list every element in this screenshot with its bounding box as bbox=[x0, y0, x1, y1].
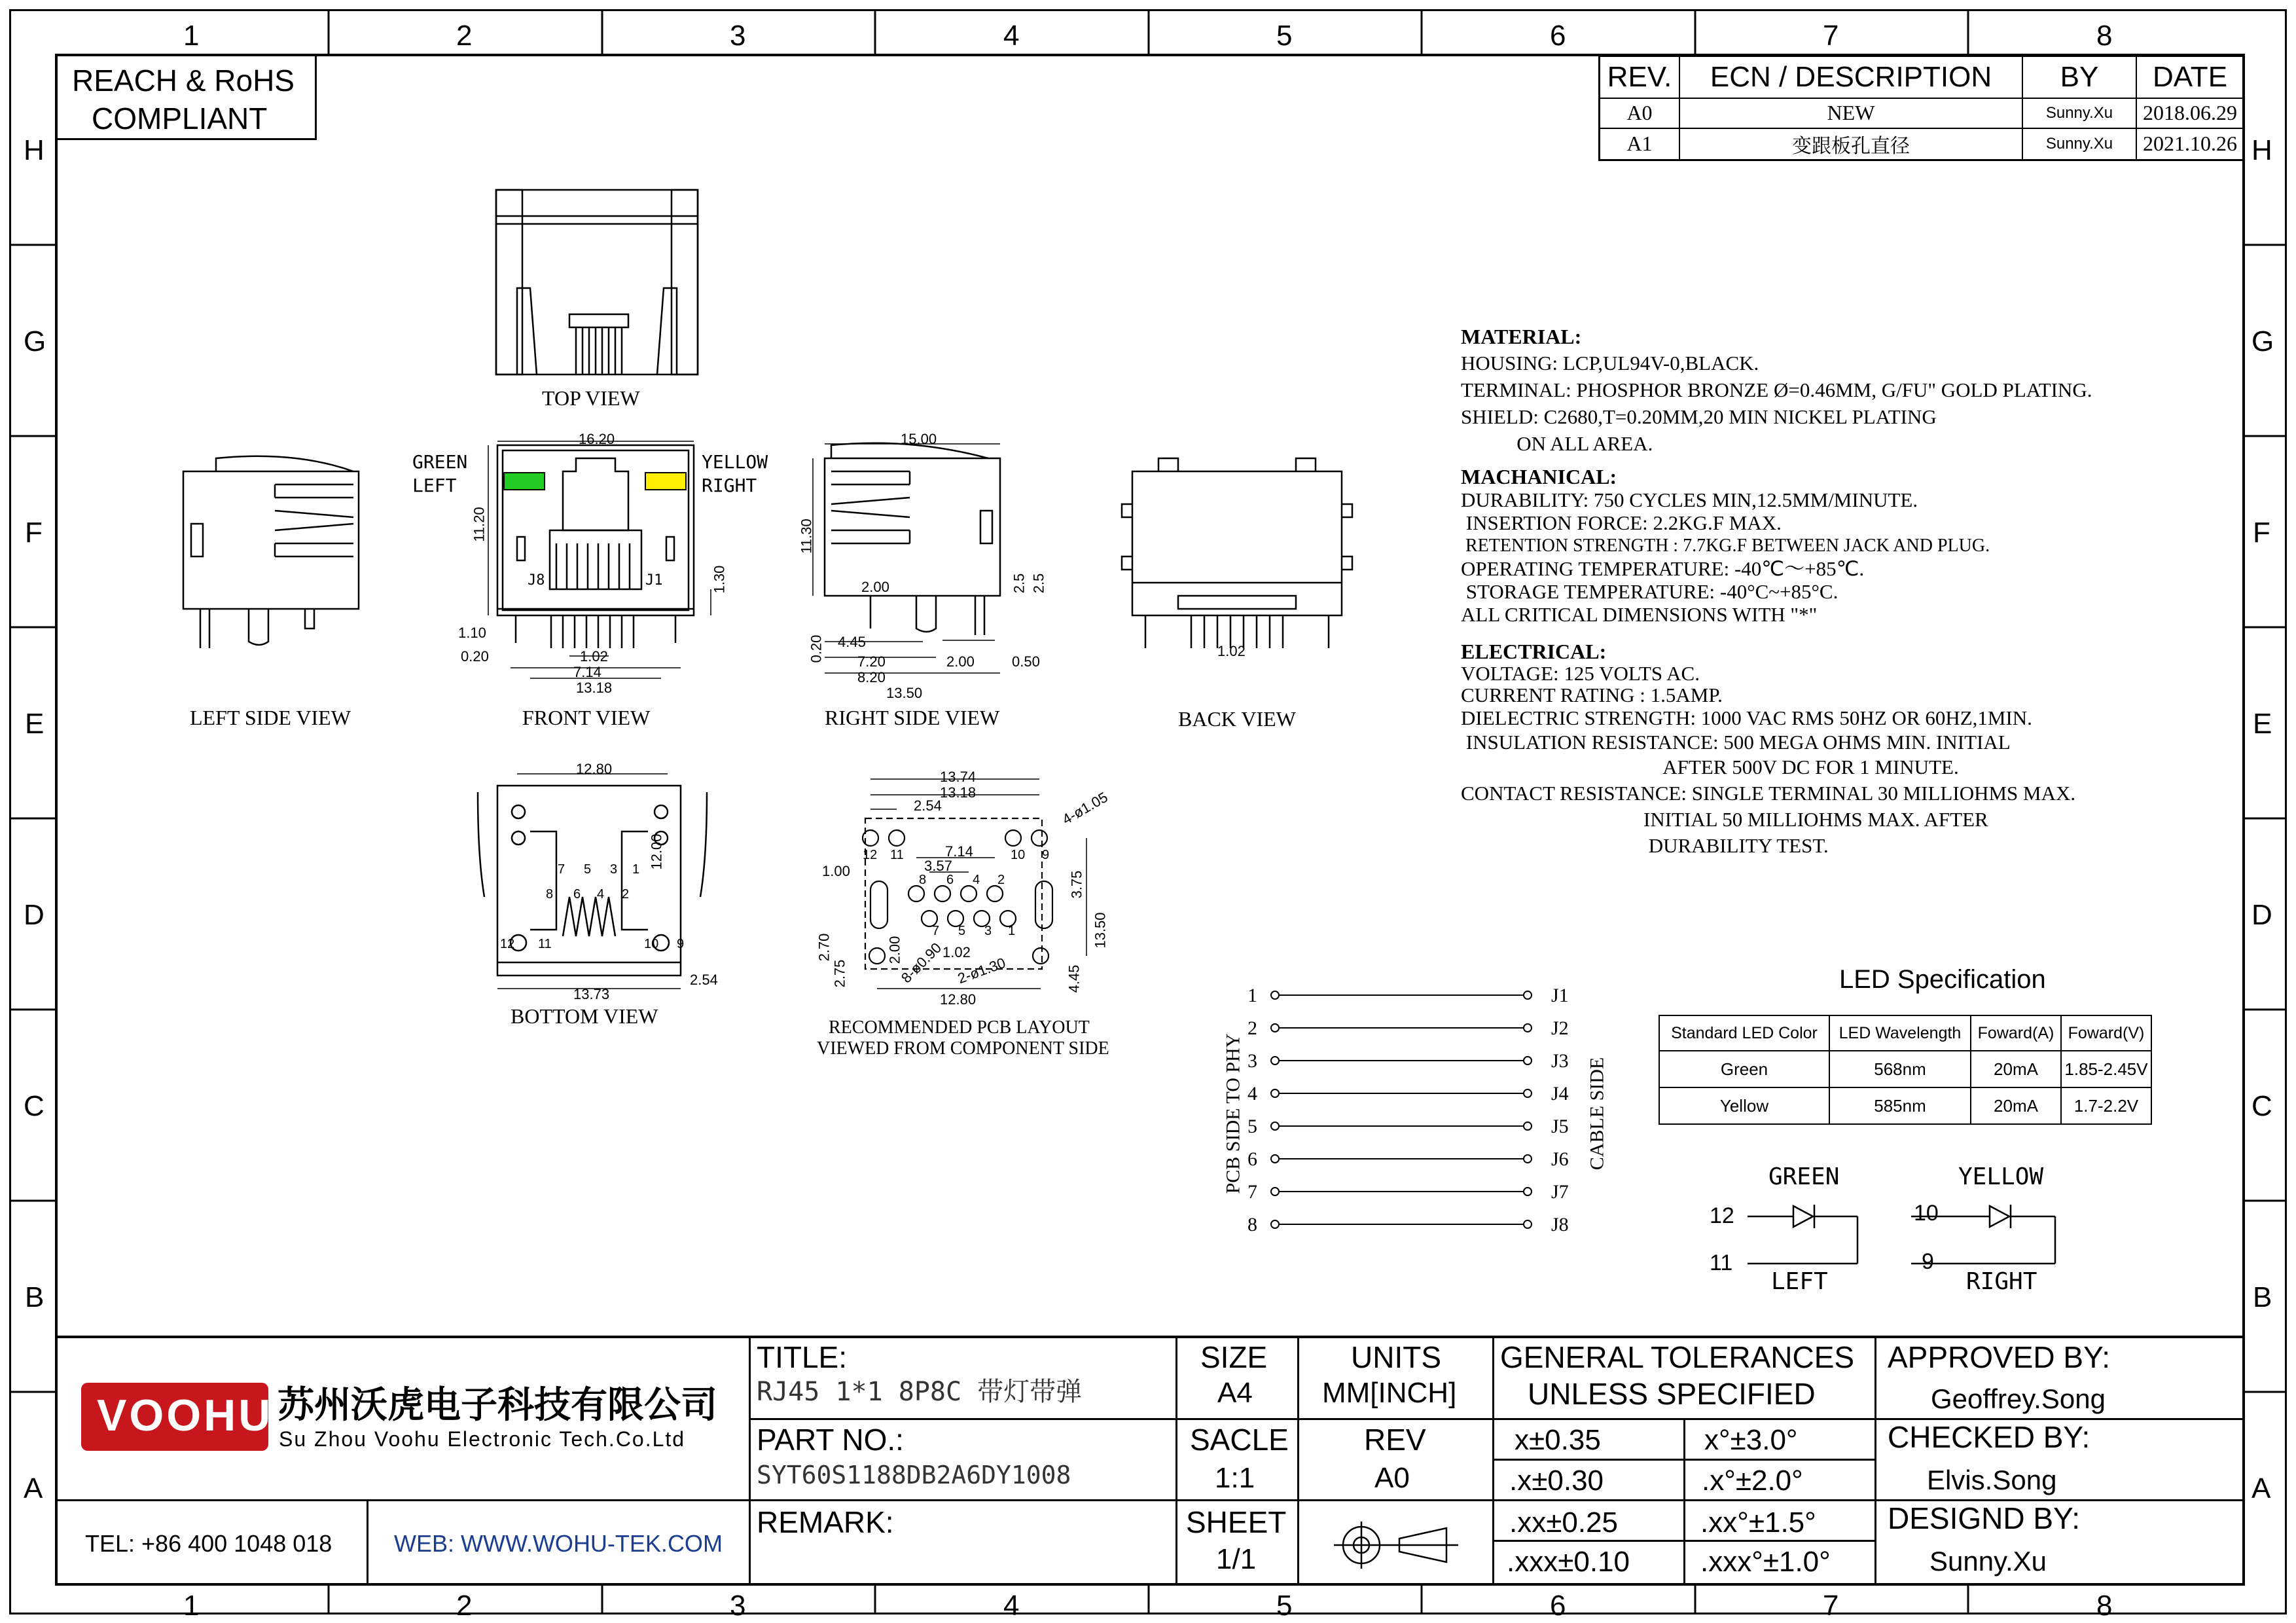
zone-row: F bbox=[2253, 517, 2270, 549]
pcb-pin: 7 bbox=[932, 924, 940, 938]
led-cell: 568nm bbox=[1829, 1051, 1971, 1087]
spec-line: HOUSING: LCP,UL94V-0,BLACK. bbox=[1461, 352, 1759, 374]
pcb-dim-m: 1.02 bbox=[942, 944, 971, 960]
bottom-pin: 11 bbox=[538, 937, 552, 951]
by-cell: Sunny.Xu bbox=[2022, 98, 2136, 128]
top-view-drawing bbox=[484, 183, 707, 386]
divider bbox=[749, 1337, 751, 1584]
jack-label: J7 bbox=[1551, 1181, 1569, 1203]
spec-line: TERMINAL: PHOSPHOR BRONZE Ø=0.46MM, G/FU" GOLD PLATING. bbox=[1461, 378, 2092, 401]
left-side-view-label: LEFT SIDE VIEW bbox=[190, 706, 351, 729]
pcb-pin: 4 bbox=[973, 873, 980, 887]
pcb-dim-d: 7.14 bbox=[945, 843, 973, 860]
zone-row: H bbox=[24, 134, 45, 166]
date-cell: 2021.10.26 bbox=[2136, 128, 2244, 160]
pcb-pin: 3 bbox=[984, 924, 992, 938]
front-dim-w: 16.20 bbox=[579, 431, 615, 447]
spec-line: DURABILITY TEST. bbox=[1461, 834, 1829, 857]
specifications bbox=[1461, 323, 2092, 859]
pcb-dim-l: 8-ø0.90 bbox=[897, 939, 945, 987]
zone-row: D bbox=[2251, 899, 2272, 931]
pcb-dim-o: 12.80 bbox=[940, 991, 977, 1008]
pcb-label-line1: RECOMMENDED PCB LAYOUT bbox=[829, 1017, 1090, 1038]
pcb-dim-p: 4.45 bbox=[1066, 964, 1083, 993]
right-side-view-label: RIGHT SIDE VIEW bbox=[825, 706, 1000, 729]
bottom-pin: 5 bbox=[584, 862, 592, 877]
spec-line: INITIAL 50 MILLIOHMS MAX. AFTER bbox=[1461, 808, 1988, 831]
right-dim-h: 11.30 bbox=[798, 519, 815, 554]
front-dim-d5: 13.18 bbox=[576, 680, 613, 696]
divider bbox=[367, 1499, 368, 1584]
pcb-dim-g: 3.75 bbox=[1068, 870, 1085, 899]
led-diode-schematics bbox=[1728, 1192, 2094, 1277]
zone-col: 3 bbox=[730, 1590, 746, 1622]
j1-label: J1 bbox=[645, 572, 663, 589]
pcb-dim-c: 2.54 bbox=[914, 797, 942, 814]
company-logo-text: VOOHU bbox=[97, 1391, 274, 1440]
zone-row: A bbox=[2251, 1472, 2271, 1504]
company-name-cn: 苏州沃虎电子科技有限公司 bbox=[278, 1384, 717, 1425]
zone-col: 5 bbox=[1276, 1590, 1293, 1622]
pin-number: 1 bbox=[1247, 985, 1257, 1006]
pcb-dim-h: 13.50 bbox=[1092, 912, 1109, 949]
left-side-view-drawing bbox=[177, 445, 373, 655]
pcb-pin: 6 bbox=[946, 873, 954, 887]
desc-cell: NEW bbox=[1679, 98, 2022, 128]
title-label: TITLE: bbox=[757, 1340, 848, 1374]
by-header: BY bbox=[2022, 56, 2136, 98]
bottom-pin: 10 bbox=[644, 937, 659, 951]
rev-value: A0 bbox=[1374, 1462, 1410, 1494]
led-cell: 1.7-2.2V bbox=[2061, 1087, 2151, 1124]
zone-col: 2 bbox=[456, 20, 473, 52]
divider bbox=[1492, 1540, 1874, 1542]
pcb-dim-e: 3.57 bbox=[924, 858, 952, 874]
part-label: PART NO.: bbox=[757, 1423, 904, 1457]
front-dim-d2: 0.20 bbox=[461, 648, 489, 665]
pcb-dim-n: 2-ø1.30 bbox=[955, 954, 1008, 987]
web: WEB: WWW.WOHU-TEK.COM bbox=[394, 1530, 723, 1557]
desc-header: ECN / DESCRIPTION bbox=[1679, 56, 2022, 98]
front-view-label: FRONT VIEW bbox=[522, 706, 651, 729]
spec-line: DIELECTRIC STRENGTH: 1000 VAC RMS 50HZ OR 60HZ,1MIN. bbox=[1461, 706, 2032, 729]
date-cell: 2018.06.29 bbox=[2136, 98, 2244, 128]
pin-number: 7 bbox=[1247, 1181, 1257, 1203]
jack-label: J5 bbox=[1551, 1116, 1569, 1137]
yellow-pin-a: 10 bbox=[1914, 1201, 1939, 1226]
pcb-pin: 2 bbox=[997, 873, 1005, 887]
spec-line: RETENTION STRENGTH : 7.7KG.F BETWEEN JACK AND PLUG. bbox=[1461, 536, 1990, 556]
zone-col: 6 bbox=[1550, 20, 1566, 52]
by-cell: Sunny.Xu bbox=[2022, 128, 2136, 160]
spec-heading: ELECTRICAL: bbox=[1461, 640, 1607, 663]
bottom-pin: 3 bbox=[610, 862, 618, 877]
tolerance-value: .xx±0.25 bbox=[1509, 1506, 1619, 1539]
remark-label: REMARK: bbox=[757, 1505, 894, 1539]
compliance-line1: REACH & RoHS bbox=[72, 64, 295, 98]
pcb-dim-i: 2.00 bbox=[886, 936, 903, 964]
zone-row: C bbox=[24, 1090, 45, 1122]
sheet-value: 1/1 bbox=[1216, 1543, 1257, 1575]
scale-value: 1:1 bbox=[1215, 1462, 1255, 1494]
pcb-dim-a: 13.74 bbox=[940, 769, 977, 785]
led-header: Standard LED Color bbox=[1659, 1015, 1829, 1051]
spec-line: STORAGE TEMPERATURE: -40°C~+85°C. bbox=[1461, 580, 1839, 603]
bottom-pin: 8 bbox=[546, 887, 554, 902]
tolerance-title-1: GENERAL TOLERANCES bbox=[1500, 1340, 1855, 1374]
part-value: SYT60S1188DB2A6DY1008 bbox=[757, 1461, 1071, 1489]
pcb-pin: 9 bbox=[1042, 848, 1050, 862]
spec-line: CURRENT RATING : 1.5AMP. bbox=[1461, 684, 1723, 706]
rev-header: REV. bbox=[1600, 56, 1680, 98]
led-cell: 585nm bbox=[1829, 1087, 1971, 1124]
pcb-pin: 5 bbox=[958, 924, 966, 938]
pcb-pin: 8 bbox=[919, 873, 927, 887]
zone-col: 6 bbox=[1550, 1590, 1566, 1622]
bottom-pin: 2 bbox=[622, 887, 630, 902]
bottom-pin: 1 bbox=[632, 862, 640, 877]
pin-number: 5 bbox=[1247, 1116, 1257, 1137]
tolerance-value: .xx°±1.5° bbox=[1700, 1506, 1816, 1539]
spec-line: AFTER 500V DC FOR 1 MINUTE. bbox=[1461, 756, 1959, 778]
zone-col: 1 bbox=[183, 20, 200, 52]
pcb-dim-j: 2.70 bbox=[816, 933, 833, 962]
right-dim-d5: 2.00 bbox=[946, 653, 975, 670]
divider bbox=[1874, 1337, 1876, 1584]
led-cell: 20mA bbox=[1971, 1087, 2061, 1124]
yellow-pin-k: 9 bbox=[1922, 1249, 1934, 1274]
zone-row: G bbox=[24, 325, 46, 357]
right-dim-d1: 2.00 bbox=[861, 579, 889, 595]
front-dim-h: 11.20 bbox=[471, 507, 488, 542]
bottom-pin: 9 bbox=[677, 937, 685, 951]
bottom-dim-w2: 13.73 bbox=[573, 986, 610, 1002]
tolerance-value: x°±3.0° bbox=[1704, 1424, 1798, 1456]
desc-cell: 变跟板孔直径 bbox=[1679, 128, 2022, 160]
led-cell: 1.85-2.45V bbox=[2061, 1051, 2151, 1087]
zone-row: B bbox=[2253, 1281, 2272, 1313]
pcb-pin: 10 bbox=[1011, 848, 1026, 862]
zone-row: C bbox=[2251, 1090, 2272, 1122]
spec-line: DURABILITY: 750 CYCLES MIN,12.5MM/MINUTE. bbox=[1461, 488, 1918, 511]
right-dim-w: 15.00 bbox=[901, 431, 937, 447]
pin-number: 6 bbox=[1247, 1148, 1257, 1170]
spec-line: ON ALL AREA. bbox=[1461, 432, 1653, 455]
right-dim-d8: 0.20 bbox=[808, 634, 825, 663]
right-dim-d3: 7.20 bbox=[857, 653, 886, 670]
led-spec-table bbox=[1659, 1015, 2152, 1125]
back-view-label: BACK VIEW bbox=[1178, 707, 1296, 731]
green-side-label: LEFT bbox=[1771, 1268, 1828, 1295]
projection-symbol-icon bbox=[1322, 1519, 1466, 1571]
left-label: LEFT bbox=[412, 475, 457, 496]
led-header: Foward(V) bbox=[2061, 1015, 2151, 1051]
tolerance-value: x±0.35 bbox=[1515, 1424, 1601, 1456]
bottom-dim-w: 12.80 bbox=[576, 761, 613, 777]
front-dim-h2: 1.30 bbox=[711, 565, 728, 594]
size-label: SIZE bbox=[1200, 1340, 1268, 1374]
pcb-dim-hole: 4-ø1.05 bbox=[1059, 788, 1111, 828]
jack-label: J1 bbox=[1551, 985, 1569, 1006]
zone-col: 8 bbox=[2096, 20, 2113, 52]
pcb-dim-k: 2.75 bbox=[831, 959, 848, 988]
zone-row: G bbox=[2251, 325, 2274, 357]
right-dim-d4: 8.20 bbox=[857, 669, 886, 685]
jack-label: J8 bbox=[1551, 1214, 1569, 1235]
divider bbox=[56, 1499, 749, 1501]
zone-row: F bbox=[25, 517, 43, 549]
designed-value: Sunny.Xu bbox=[1929, 1546, 2047, 1577]
spec-heading: MATERIAL: bbox=[1461, 325, 1582, 348]
front-dim-d4: 7.14 bbox=[573, 664, 601, 680]
pin-number: 2 bbox=[1247, 1017, 1257, 1039]
zone-col: 4 bbox=[1003, 20, 1020, 52]
green-led bbox=[504, 473, 545, 490]
divider bbox=[1492, 1459, 1874, 1461]
yellow-led bbox=[645, 473, 686, 490]
tolerance-value: .xxx±0.10 bbox=[1507, 1546, 1630, 1578]
cable-side-label: CABLE SIDE bbox=[1586, 1057, 1608, 1171]
yellow-diode-name: YELLOW bbox=[1958, 1163, 2044, 1190]
tolerance-value: .xxx°±1.0° bbox=[1700, 1546, 1831, 1578]
led-spec-title: LED Specification bbox=[1839, 965, 2046, 994]
divider bbox=[1175, 1337, 1177, 1584]
scale-label: SACLE bbox=[1190, 1423, 1289, 1457]
approved-value: Geoffrey.Song bbox=[1931, 1383, 2106, 1414]
divider bbox=[1683, 1418, 1685, 1584]
revision-table bbox=[1598, 55, 2245, 161]
bottom-pin: 12 bbox=[500, 937, 515, 951]
units-label: UNITS bbox=[1351, 1340, 1441, 1374]
tolerance-title-2: UNLESS SPECIFIED bbox=[1528, 1377, 1816, 1411]
pcb-pin: 11 bbox=[890, 848, 904, 862]
zone-col: 4 bbox=[1003, 1590, 1020, 1622]
bottom-dim-d1: 2.54 bbox=[690, 972, 718, 988]
rev-cell: A0 bbox=[1600, 98, 1680, 128]
pcb-side-label: PCB SIDE TO PHY bbox=[1222, 1033, 1244, 1194]
led-cell: Green bbox=[1659, 1051, 1829, 1087]
right-label: RIGHT bbox=[702, 475, 757, 496]
right-dim-d9: 2.5 bbox=[1011, 573, 1028, 594]
bottom-view-drawing bbox=[471, 766, 720, 1002]
jack-label: J6 bbox=[1551, 1148, 1569, 1170]
pcb-pin: 1 bbox=[1008, 924, 1016, 938]
tolerance-value: .x±0.30 bbox=[1509, 1465, 1604, 1497]
zone-row: D bbox=[24, 899, 45, 931]
spec-line: OPERATING TEMPERATURE: -40℃～+85℃. bbox=[1461, 557, 1865, 580]
spec-line: CONTACT RESISTANCE: SINGLE TERMINAL 30 MILLIOHMS MAX. bbox=[1461, 782, 2076, 805]
sheet-label: SHEET bbox=[1186, 1505, 1287, 1539]
yellow-side-label: RIGHT bbox=[1966, 1268, 2037, 1295]
pin-number: 8 bbox=[1247, 1214, 1257, 1235]
date-header: DATE bbox=[2136, 56, 2244, 98]
pinout-lines bbox=[1263, 982, 1538, 1244]
back-view-drawing bbox=[1119, 452, 1355, 668]
pin-number: 4 bbox=[1247, 1083, 1257, 1104]
green-pin-a: 12 bbox=[1710, 1203, 1734, 1228]
right-dim-d7: 13.50 bbox=[886, 685, 923, 701]
size-value: A4 bbox=[1217, 1377, 1253, 1409]
jack-label: J4 bbox=[1551, 1083, 1569, 1104]
jack-label: J2 bbox=[1551, 1017, 1569, 1039]
yellow-label: YELLOW bbox=[702, 451, 768, 473]
rev-cell: A1 bbox=[1600, 128, 1680, 160]
title-value: RJ45 1*1 8P8C 带灯带弹 bbox=[757, 1377, 1083, 1407]
j8-label: J8 bbox=[528, 572, 545, 589]
zone-row: A bbox=[24, 1472, 43, 1504]
tel: TEL: +86 400 1048 018 bbox=[85, 1530, 332, 1557]
designed-label: DESIGND BY: bbox=[1888, 1501, 2080, 1535]
approved-label: APPROVED BY: bbox=[1888, 1340, 2111, 1374]
top-view-label: TOP VIEW bbox=[542, 386, 640, 410]
company-name-en: Su Zhou Voohu Electronic Tech.Co.Ltd bbox=[279, 1427, 686, 1451]
green-label: GREEN bbox=[412, 451, 468, 473]
pcb-dim-f: 1.00 bbox=[822, 863, 850, 879]
led-cell: Yellow bbox=[1659, 1087, 1829, 1124]
spec-line: VOLTAGE: 125 VOLTS AC. bbox=[1461, 662, 1700, 685]
zone-row: E bbox=[2253, 708, 2272, 740]
spec-heading: MACHANICAL: bbox=[1461, 465, 1617, 488]
right-dim-d6: 0.50 bbox=[1012, 653, 1040, 670]
zone-col: 7 bbox=[1823, 20, 1839, 52]
back-dim-d1: 1.02 bbox=[1217, 643, 1246, 659]
tolerance-value: .x°±2.0° bbox=[1702, 1465, 1803, 1497]
spec-line: ALL CRITICAL DIMENSIONS WITH "*" bbox=[1461, 603, 1818, 626]
spec-line: INSERTION FORCE: 2.2KG.F MAX. bbox=[1461, 511, 1782, 534]
zone-col: 8 bbox=[2096, 1590, 2113, 1622]
units-value: MM[INCH] bbox=[1322, 1377, 1457, 1409]
spec-line: INSULATION RESISTANCE: 500 MEGA OHMS MIN. INITIAL bbox=[1461, 731, 2011, 754]
divider bbox=[1492, 1337, 1494, 1584]
spec-line: SHIELD: C2680,T=0.20MM,20 MIN NICKEL PLATING bbox=[1461, 405, 1937, 428]
led-cell: 20mA bbox=[1971, 1051, 2061, 1087]
front-dim-d3: 1.02 bbox=[580, 648, 608, 665]
green-pin-k: 11 bbox=[1710, 1250, 1733, 1275]
pin-number: 3 bbox=[1247, 1050, 1257, 1072]
led-header: LED Wavelength bbox=[1829, 1015, 1971, 1051]
pcb-dim-b: 13.18 bbox=[940, 784, 977, 801]
divider bbox=[1297, 1337, 1299, 1584]
pcb-pin: 12 bbox=[863, 848, 878, 862]
zone-row: B bbox=[25, 1281, 45, 1313]
zone-col: 3 bbox=[730, 20, 746, 52]
right-dim-d2: 4.45 bbox=[838, 634, 866, 650]
bottom-pin: 6 bbox=[573, 887, 581, 902]
zone-row: E bbox=[25, 708, 45, 740]
bottom-view-label: BOTTOM VIEW bbox=[511, 1004, 658, 1028]
zone-col: 2 bbox=[456, 1590, 473, 1622]
green-diode-name: GREEN bbox=[1768, 1163, 1840, 1190]
compliance-line2: COMPLIANT bbox=[92, 101, 268, 136]
checked-value: Elvis.Song bbox=[1927, 1465, 2057, 1495]
zone-col: 1 bbox=[183, 1590, 200, 1622]
rev-label: REV bbox=[1364, 1423, 1426, 1457]
zone-col: 5 bbox=[1276, 20, 1293, 52]
jack-label: J3 bbox=[1551, 1050, 1569, 1072]
front-dim-d1: 1.10 bbox=[458, 625, 486, 641]
pcb-label-line2: VIEWED FROM COMPONENT SIDE bbox=[817, 1038, 1109, 1059]
zone-col: 7 bbox=[1823, 1590, 1839, 1622]
led-header: Foward(A) bbox=[1971, 1015, 2061, 1051]
checked-label: CHECKED BY: bbox=[1888, 1420, 2090, 1454]
bottom-pin: 7 bbox=[558, 862, 565, 877]
bottom-pin: 4 bbox=[597, 887, 605, 902]
right-dim-d10: 2.5 bbox=[1030, 573, 1047, 594]
zone-row: H bbox=[2251, 134, 2272, 166]
bottom-dim-d2: 12.00 bbox=[648, 833, 665, 870]
